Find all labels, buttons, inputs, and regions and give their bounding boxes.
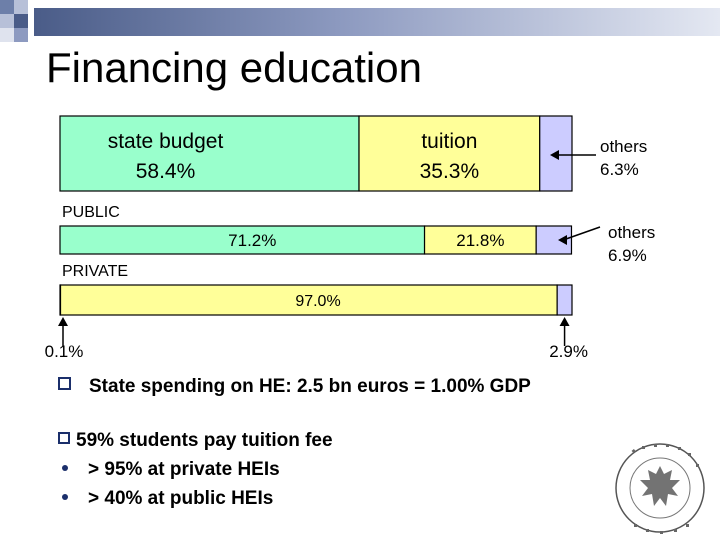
data-label: others xyxy=(600,137,648,156)
annotation-arrowhead xyxy=(58,317,68,326)
data-label: 21.8% xyxy=(456,231,505,250)
data-label: 58.4% xyxy=(135,160,196,183)
data-label: 6.3% xyxy=(600,160,639,179)
bar-segment xyxy=(60,116,359,191)
data-label: state budget xyxy=(107,130,224,153)
bullet-text: 59% students pay tuition fee xyxy=(76,430,333,451)
data-label: others xyxy=(608,223,656,242)
bullet-text: > 40% at public HEIs xyxy=(88,488,274,509)
university-seal-icon xyxy=(612,440,708,536)
page-title: Financing education xyxy=(46,44,422,91)
group-label: PRIVATE xyxy=(62,263,129,280)
data-label: 2.9% xyxy=(549,342,588,361)
data-label: 71.2% xyxy=(228,231,277,250)
data-label: 6.9% xyxy=(608,246,647,265)
group-label: PUBLIC xyxy=(62,204,120,221)
annotation-arrowhead xyxy=(560,317,570,326)
data-label: 97.0% xyxy=(295,293,341,310)
data-label: 0.1% xyxy=(44,342,84,361)
data-label: tuition xyxy=(421,130,478,153)
bar-segment xyxy=(557,285,572,315)
bullet-text: State spending on HE: 2.5 bn euros = 1.00% GDP xyxy=(89,376,531,397)
bullet-text: > 95% at private HEIs xyxy=(88,459,280,480)
data-label: 35.3% xyxy=(419,160,480,183)
